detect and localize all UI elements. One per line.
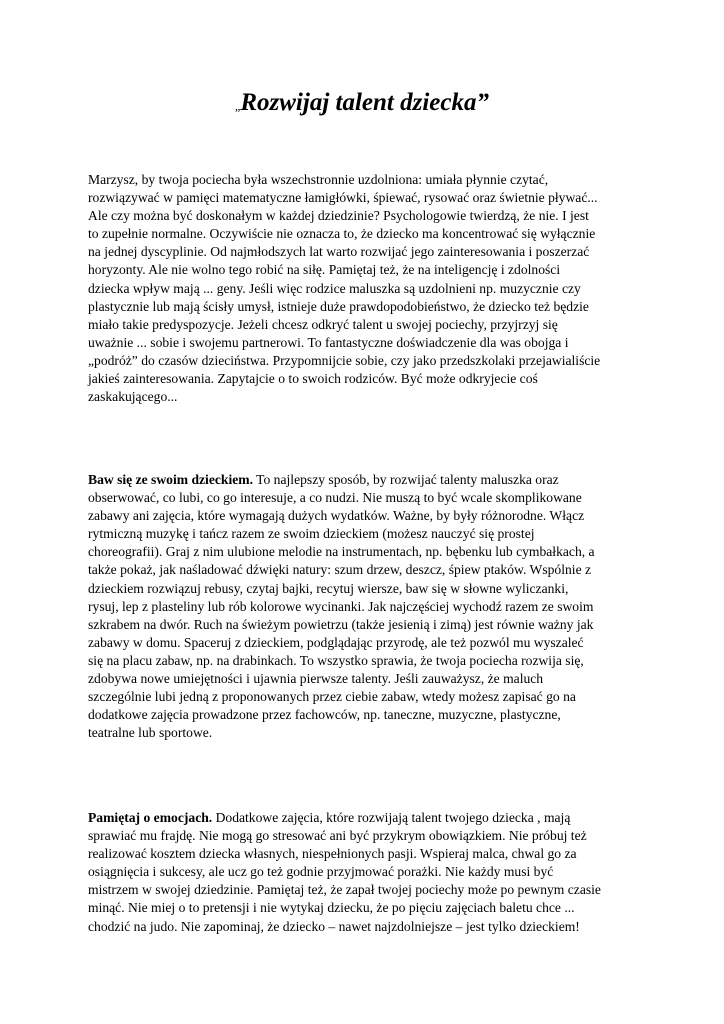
paragraph-lead-heading: Pamiętaj o emocjach.	[88, 810, 213, 825]
paragraph-line: realizować kosztem dziecka własnych, niespełnionych pasji. Wspieraj malca, chwal go za	[88, 846, 577, 862]
paragraph-line-rest: To najlepszy sposób, by rozwijać talenty maluszka oraz	[252, 472, 559, 487]
paragraph-line: zaskakującego...	[88, 389, 178, 405]
paragraph-line: jakieś zainteresowania. Zapytajcie o to swoich rodziców. Być może odkryjecie coś	[88, 371, 538, 387]
paragraph-line: choreografii). Graj z nim ulubione melodie na instrumentach, np. bębenku lub cymbałkach, a	[88, 544, 595, 560]
paragraph-line: zdobywa nowe umiejętności i ujawnia pierwsze talenty. Jeśli zauważysz, że maluch	[88, 671, 544, 687]
paragraph-line: „podróż” do czasów dzieciństwa. Przypomnijcie sobie, czy jako przedszkolaki przejawialiście	[88, 352, 601, 368]
paragraph-line: teatralne lub sportowe.	[88, 725, 213, 741]
paragraph-line	[88, 809, 648, 827]
paragraph-line: osiągnięcia i sukcesy, ale ucz go też godnie przyjmować porażki. Nie każdy musi być	[88, 864, 554, 880]
paragraph-line: horyzonty. Ale nie wolno tego robić na siłę. Pamiętaj też, że na inteligencję i zdolności	[88, 262, 561, 278]
paragraph-line: mistrzem w swojej dziedzinie. Pamiętaj też, że zapał twojej pociechy może po pewnym czasie	[88, 882, 601, 898]
paragraph-line	[88, 471, 648, 489]
paragraph-line: plastycznie lub mają ścisły umysł, istnieje duże prawdopodobieństwo, że dziecko też będzie	[88, 298, 589, 314]
paragraph-line: zabawy w domu. Spaceruj z dzieckiem, podglądając przyrodę, ale też pozwól mu wyszaleć	[88, 634, 584, 650]
paragraph-line: chodzić na judo. Nie zapominaj, że dziecko – nawet najzdolniejsze – jest tylko dzieckiem!	[88, 918, 580, 934]
paragraph-line: Ale czy można być doskonałym w każdej dziedzinie? Psychologowie twierdzą, że nie. I jest	[88, 208, 589, 224]
document-title	[0, 86, 724, 123]
title-text: Rozwijaj talent dziecka”	[240, 89, 489, 116]
paragraph-line: uważnie ... sobie i swojemu partnerowi. To fantastyczne doświadczenie dla was obojga i	[88, 334, 569, 350]
title-opening-quote: „	[235, 99, 241, 113]
paragraph-line: się na placu zabaw, np. na drabinkach. To wszystko sprawia, że twoja pociecha rozwija się,	[88, 652, 584, 668]
paragraph-line: dodatkowe zajęcia prowadzone przez fachowców, np. taneczne, muzyczne, plastyczne,	[88, 707, 561, 723]
paragraph-line: szkrabem na dwór. Ruch na świeżym powietrzu (także jesienią i zimą) jest równie ważny jak	[88, 616, 594, 632]
paragraph-line: obserwować, co lubi, co go interesuje, a co nudzi. Nie muszą to być wcale skomplikowane	[88, 490, 582, 506]
paragraph-play-with-child	[88, 471, 648, 742]
paragraph-line: na jednej dyscyplinie. Od najmłodszych lat warto rozwijać jego zainteresowania i poszerzać	[88, 244, 590, 260]
paragraph-line: zabawy ani zajęcia, które wymagają dużych wydatków. Ważne, by były różnorodne. Włącz	[88, 508, 585, 524]
paragraph-remember-emotions	[88, 809, 648, 936]
paragraph-line: dziecka wpływ mają ... geny. Jeśli więc rodzice maluszka są uzdolnieni np. muzycznie czy	[88, 280, 581, 296]
paragraph-line: to zupełnie normalne. Oczywiście nie oznacza to, że dziecko ma koncentrować się wyłącznie	[88, 226, 596, 242]
paragraph-line: miało takie predyspozycje. Jeżeli chcesz odkryć talent u swojej pociechy, przyjrzyj się	[88, 316, 558, 332]
paragraph-line: dzieckiem rozwiązuj rebusy, czytaj bajki, recytuj wiersze, baw się w słowne wyliczanki,	[88, 580, 569, 596]
paragraph-line: Marzysz, by twoja pociecha była wszechstronnie uzdolniona: umiała płynnie czytać,	[88, 172, 549, 187]
paragraph-line: rysuj, lep z plasteliny lub rób kolorowe wycinanki. Jak najczęściej wychodź razem ze swoim	[88, 598, 594, 614]
paragraph-line: sprawiać mu frajdę. Nie mogą go stresować ani być przykrym obowiązkiem. Nie próbuj też	[88, 828, 587, 844]
paragraph-line-rest: Dodatkowe zajęcia, które rozwijają talent twojego dziecka , mają	[212, 810, 571, 825]
paragraph-line: także pokaż, jak naśladować dźwięki natury: szum drzew, deszcz, śpiew ptaków. Wspólnie z	[88, 562, 592, 578]
paragraph-lead-heading: Baw się ze swoim dzieckiem.	[88, 472, 253, 487]
paragraph-line: rytmiczną muzykę i tańcz razem ze swoim dzieckiem (możesz nauczyć się prostej	[88, 526, 535, 542]
paragraph-line: szczególnie lubi jedną z proponowanych przez ciebie zabaw, wtedy możesz zapisać go na	[88, 689, 576, 705]
paragraph-line: minąć. Nie miej o to pretensji i nie wytykaj dziecku, że po pięciu zajęciach baletu chce ...	[88, 900, 575, 916]
paragraph-line: rozwiązywać w pamięci matematyczne łamigłówki, śpiewać, rysować oraz świetnie pływać...	[88, 190, 598, 206]
paragraph-intro	[88, 171, 648, 406]
